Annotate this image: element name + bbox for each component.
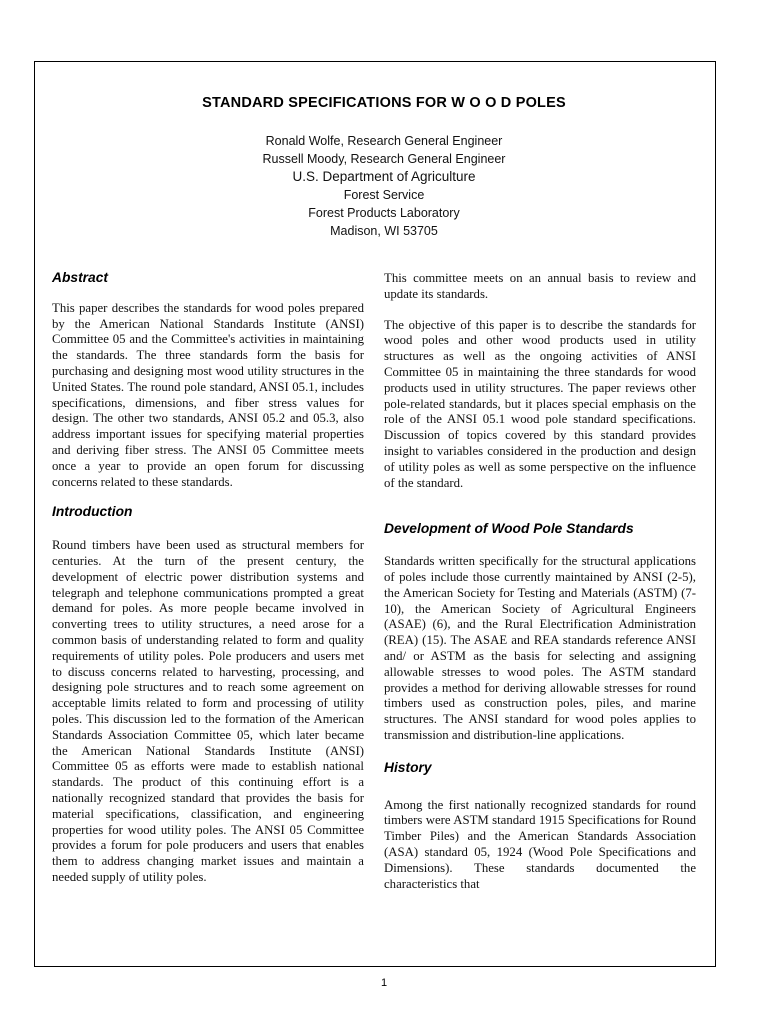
committee-paragraph: This committee meets on an annual basis to review and update its standards.	[384, 271, 696, 301]
history-text: Among the first nationally recognized standards for round timbers were ASTM standard 1915 Specifications for Round Timber Piles) and the American Standards Association (ASA) standard 05, 1924 (Wood Pole Specifications and Dimensions). These standards documented the characteristics that	[384, 797, 696, 891]
introduction-text: Round timbers have been used as structural members for centuries. At the turn of the present century, the development of electric power distribution systems and telegraph and telephone communications prompted a great demand for poles. As more people became involved in converting trees to utility structures, a need arose for a common basis of understanding related to form and quality requirements of utility poles. Pole producers and users met to discuss concerns related to harvesting, processing, and designing pole structures and to reach some agreement on acceptable limits related to form and processing of utility poles. This discussion led to the formation of the American Standards Association Committee 05, which later became the American National Standards Institute (ANSI) Committee 05 as efforts were made to establish national standards. The product of this continuing effort is a nationally recognized standard that provides the basis for material specifications, classification, and engineering properties for wood utility poles. The ANSI 05 Committee provides a forum for pole producers and users that enables them to address changing market issues and maintain a needed supply of utility poles.	[52, 538, 364, 884]
affiliation-service: Forest Service	[343, 188, 425, 202]
right-column	[384, 271, 696, 892]
history-heading: History	[384, 759, 432, 775]
development-heading: Development of Wood Pole Standards	[384, 521, 634, 537]
abstract-text: This paper describes the standards for wood poles prepared by the American National Standards Institute (ANSI) Committee 05 and the Committee's activities in maintaining the standards. The three standards form the basis for purchasing and designing most wood utility structures in the United States. The round pole standard, ANSI 05.1, includes specifications, dimensions, and fiber stress values for design. The other two standards, ANSI 05.2 and 05.3, also address important issues for specifying material properties and deriving fiber stress. The ANSI 05 Committee meets once a year to provide an open forum for discussing concerns related to these standards.	[52, 300, 364, 489]
author-line-2: Russell Moody, Research General Engineer	[262, 152, 506, 166]
development-text: Standards written specifically for the structural applications of poles include those currently maintained by ANSI (2-5), the American Society for Testing and Materials (ASTM) (7-10), the American Society of Agricultural Engineers (ASAE) (6), and the Rural Electrification Administration (REA) (15). The ASAE and REA standards reference ANSI and/ or ASTM as the basis for selecting and assigning allowable stresses to wood poles. The ASTM standard provides a method for deriving allowable stresses for round timbers used as construction poles, piles, and marine structures. The ANSI standard for wood poles applies to transmission and distribution-line applications.	[384, 554, 696, 742]
objective-paragraph: The objective of this paper is to describe the standards for wood poles and other wood products used in utility structures as well as the ongoing activities of ANSI Committee 05 in maintaining the three standards for wood products used in utility structures. The paper reviews other pole-related standards, but it places special emphasis on the role of the ANSI 05.1 wood pole standard specifications. Discussion of topics covered by this standard provides insight to variables considered in the production and design of utility poles as well as some perspective on the influence of the standard.	[384, 317, 696, 490]
affiliation-department: U.S. Department of Agriculture	[292, 169, 476, 184]
abstract-heading: Abstract	[52, 270, 108, 285]
affiliation-lab: Forest Products Laboratory	[308, 206, 460, 220]
left-column	[52, 270, 364, 886]
author-line-1: Ronald Wolfe, Research General Engineer	[265, 134, 503, 148]
introduction-heading: Introduction	[52, 504, 133, 520]
affiliation-address: Madison, WI 53705	[330, 224, 438, 238]
paper-title: STANDARD SPECIFICATIONS FOR W O O D POLES	[202, 95, 566, 111]
author-block	[0, 132, 768, 240]
page-number: 1	[380, 977, 388, 989]
